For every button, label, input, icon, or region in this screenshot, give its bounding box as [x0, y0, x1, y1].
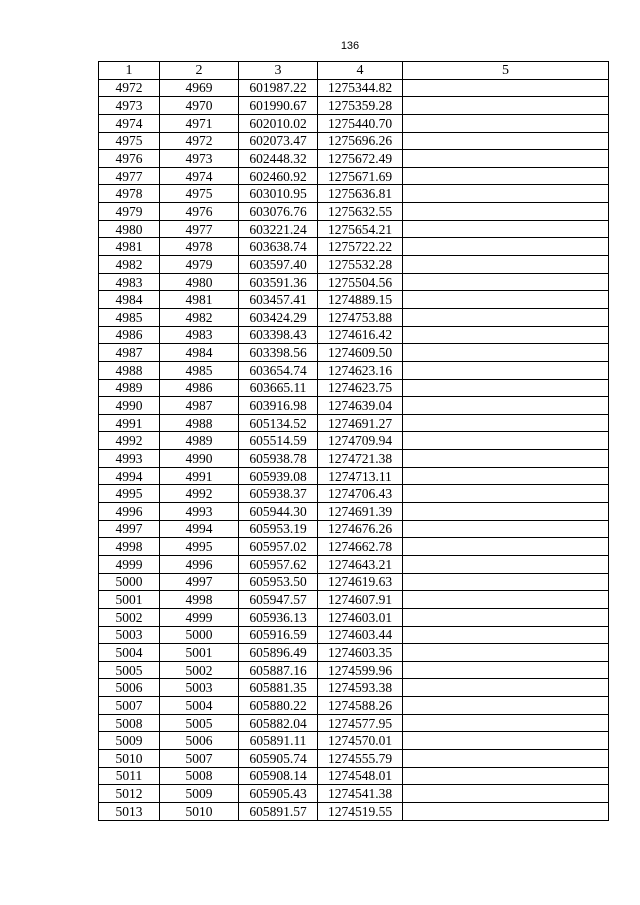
- table-row: [99, 785, 609, 803]
- table-row: [99, 79, 609, 97]
- table-row: [99, 397, 609, 415]
- table-cell: 1274616.42: [318, 326, 403, 344]
- table-cell: 1275504.56: [318, 273, 403, 291]
- table-row: [99, 573, 609, 591]
- table-cell: 603916.98: [239, 397, 318, 415]
- table-cell: 1274676.26: [318, 520, 403, 538]
- table-cell: 1275696.26: [318, 132, 403, 150]
- table-cell: 605953.50: [239, 573, 318, 591]
- table-cell: 4970: [160, 97, 239, 115]
- table-cell: 5010: [160, 802, 239, 820]
- table-cell: 1274519.55: [318, 802, 403, 820]
- table-cell: 1274713.11: [318, 467, 403, 485]
- table-cell: 4976: [99, 150, 160, 168]
- table-cell: 4990: [160, 450, 239, 468]
- table-cell: 5007: [160, 749, 239, 767]
- table-cell: 5009: [99, 732, 160, 750]
- table-cell: 602460.92: [239, 167, 318, 185]
- table-cell: [403, 379, 609, 397]
- table-cell: 4969: [160, 79, 239, 97]
- table-cell: 603221.24: [239, 220, 318, 238]
- table-cell: [403, 432, 609, 450]
- table-cell: [403, 520, 609, 538]
- table-cell: 4993: [160, 503, 239, 521]
- table-cell: 605957.62: [239, 555, 318, 573]
- table-row: [99, 132, 609, 150]
- table-cell: [403, 256, 609, 274]
- table-cell: 4986: [160, 379, 239, 397]
- table-cell: [403, 555, 609, 573]
- table-cell: [403, 591, 609, 609]
- table-cell: 5012: [99, 785, 160, 803]
- table-cell: 4990: [99, 397, 160, 415]
- table-cell: 4975: [160, 185, 239, 203]
- table-cell: 1274709.94: [318, 432, 403, 450]
- table-cell: [403, 79, 609, 97]
- table-cell: 4972: [160, 132, 239, 150]
- table-cell: [403, 714, 609, 732]
- table-row: [99, 749, 609, 767]
- table-cell: 1275632.55: [318, 203, 403, 221]
- table-row: [99, 714, 609, 732]
- table-cell: [403, 291, 609, 309]
- table-cell: 4992: [99, 432, 160, 450]
- table-cell: 4996: [160, 555, 239, 573]
- table-cell: 1274691.27: [318, 414, 403, 432]
- table-row: [99, 220, 609, 238]
- table-cell: 4981: [99, 238, 160, 256]
- table-cell: [403, 697, 609, 715]
- table-cell: 4977: [99, 167, 160, 185]
- table-cell: 5008: [160, 767, 239, 785]
- table-cell: 5011: [99, 767, 160, 785]
- table-cell: [403, 538, 609, 556]
- table-cell: [403, 644, 609, 662]
- table-cell: [403, 573, 609, 591]
- table-cell: 605916.59: [239, 626, 318, 644]
- table-cell: 1275636.81: [318, 185, 403, 203]
- table-cell: 605881.35: [239, 679, 318, 697]
- table-cell: 4973: [99, 97, 160, 115]
- table-cell: 4978: [160, 238, 239, 256]
- table-row: [99, 167, 609, 185]
- table-cell: [403, 785, 609, 803]
- table-row: [99, 626, 609, 644]
- table-cell: 4972: [99, 79, 160, 97]
- table-cell: 5006: [160, 732, 239, 750]
- table-cell: [403, 326, 609, 344]
- table-cell: 5000: [160, 626, 239, 644]
- table-cell: 1275654.21: [318, 220, 403, 238]
- table-cell: 1274889.15: [318, 291, 403, 309]
- table-cell: 4997: [99, 520, 160, 538]
- table-row: [99, 644, 609, 662]
- table-cell: 5007: [99, 697, 160, 715]
- table-cell: 4983: [99, 273, 160, 291]
- table-cell: 605953.19: [239, 520, 318, 538]
- table-cell: 602448.32: [239, 150, 318, 168]
- table-cell: 1275440.70: [318, 114, 403, 132]
- table-cell: 601987.22: [239, 79, 318, 97]
- table-cell: 605882.04: [239, 714, 318, 732]
- table-row: [99, 555, 609, 573]
- coordinates-table: [98, 61, 609, 821]
- table-cell: 5010: [99, 749, 160, 767]
- table-cell: 1274662.78: [318, 538, 403, 556]
- table-cell: 1274603.44: [318, 626, 403, 644]
- table-cell: [403, 626, 609, 644]
- table-cell: 4999: [99, 555, 160, 573]
- table-cell: 605891.11: [239, 732, 318, 750]
- table-row: [99, 379, 609, 397]
- table-row: [99, 273, 609, 291]
- table-cell: 4997: [160, 573, 239, 591]
- table-cell: 4982: [99, 256, 160, 274]
- table-cell: [403, 397, 609, 415]
- table-cell: 603457.41: [239, 291, 318, 309]
- table-cell: 4991: [99, 414, 160, 432]
- table-cell: [403, 679, 609, 697]
- table-cell: 4978: [99, 185, 160, 203]
- table-cell: [403, 661, 609, 679]
- table-row: [99, 591, 609, 609]
- table-row: [99, 450, 609, 468]
- table-cell: 1274577.95: [318, 714, 403, 732]
- table-cell: 4994: [99, 467, 160, 485]
- table-cell: 4983: [160, 326, 239, 344]
- table-cell: 605947.57: [239, 591, 318, 609]
- table-cell: 1274599.96: [318, 661, 403, 679]
- table-row: [99, 203, 609, 221]
- table-cell: [403, 450, 609, 468]
- table-cell: 603010.95: [239, 185, 318, 203]
- table-cell: 605514.59: [239, 432, 318, 450]
- table-row: [99, 467, 609, 485]
- table-cell: 4989: [160, 432, 239, 450]
- table-cell: 5006: [99, 679, 160, 697]
- table-cell: 1274609.50: [318, 344, 403, 362]
- table-cell: 1274555.79: [318, 749, 403, 767]
- table-cell: [403, 273, 609, 291]
- column-header: 1: [99, 62, 160, 80]
- table-row: [99, 326, 609, 344]
- table-cell: 603638.74: [239, 238, 318, 256]
- table-cell: 5013: [99, 802, 160, 820]
- table-cell: [403, 467, 609, 485]
- table-row: [99, 485, 609, 503]
- table-cell: [403, 802, 609, 820]
- column-header: 2: [160, 62, 239, 80]
- table-cell: 605134.52: [239, 414, 318, 432]
- table-cell: 4987: [99, 344, 160, 362]
- table-cell: 1274643.21: [318, 555, 403, 573]
- table-row: [99, 150, 609, 168]
- table-cell: 1275672.49: [318, 150, 403, 168]
- table-cell: [403, 185, 609, 203]
- table-cell: 5009: [160, 785, 239, 803]
- table-cell: [403, 220, 609, 238]
- table-row: [99, 344, 609, 362]
- table-cell: 1275532.28: [318, 256, 403, 274]
- table-cell: 4994: [160, 520, 239, 538]
- table-row: [99, 97, 609, 115]
- table-cell: [403, 732, 609, 750]
- table-cell: 4973: [160, 150, 239, 168]
- table-cell: 4985: [99, 308, 160, 326]
- table-cell: 603076.76: [239, 203, 318, 221]
- table-cell: 5004: [160, 697, 239, 715]
- table-cell: 4988: [99, 361, 160, 379]
- table-cell: 4998: [99, 538, 160, 556]
- table-cell: 4984: [99, 291, 160, 309]
- table-cell: 605957.02: [239, 538, 318, 556]
- table-cell: 4976: [160, 203, 239, 221]
- table-cell: 1274623.75: [318, 379, 403, 397]
- table-cell: 603398.43: [239, 326, 318, 344]
- table-cell: 1274603.01: [318, 608, 403, 626]
- table-row: [99, 308, 609, 326]
- table-cell: 1274603.35: [318, 644, 403, 662]
- table-cell: 4975: [99, 132, 160, 150]
- table-row: [99, 503, 609, 521]
- table-cell: 5002: [160, 661, 239, 679]
- table-cell: 4992: [160, 485, 239, 503]
- table-cell: [403, 132, 609, 150]
- table-cell: 5001: [99, 591, 160, 609]
- page-number: 136: [340, 40, 360, 52]
- table-row: [99, 679, 609, 697]
- table-cell: 601990.67: [239, 97, 318, 115]
- table-cell: 605944.30: [239, 503, 318, 521]
- table-cell: 605938.78: [239, 450, 318, 468]
- table-cell: 4993: [99, 450, 160, 468]
- table-cell: 605905.43: [239, 785, 318, 803]
- table-cell: 5002: [99, 608, 160, 626]
- table-cell: 4991: [160, 467, 239, 485]
- table-cell: [403, 503, 609, 521]
- table-row: [99, 414, 609, 432]
- table-cell: 4986: [99, 326, 160, 344]
- table-cell: 1274721.38: [318, 450, 403, 468]
- table-cell: 1275671.69: [318, 167, 403, 185]
- table-row: [99, 608, 609, 626]
- table-cell: 1274570.01: [318, 732, 403, 750]
- table-row: [99, 767, 609, 785]
- table-cell: 605891.57: [239, 802, 318, 820]
- table-cell: 1274639.04: [318, 397, 403, 415]
- table-row: [99, 697, 609, 715]
- table-cell: 1274541.38: [318, 785, 403, 803]
- table-cell: 605905.74: [239, 749, 318, 767]
- table-cell: 5003: [160, 679, 239, 697]
- table-cell: 1274593.38: [318, 679, 403, 697]
- table-cell: 4982: [160, 308, 239, 326]
- table-cell: 1274619.63: [318, 573, 403, 591]
- table-row: [99, 538, 609, 556]
- table-cell: 4979: [160, 256, 239, 274]
- table-cell: [403, 361, 609, 379]
- table-row: [99, 732, 609, 750]
- table-cell: 5005: [99, 661, 160, 679]
- table-cell: [403, 114, 609, 132]
- table-cell: 1275344.82: [318, 79, 403, 97]
- table-cell: 4971: [160, 114, 239, 132]
- table-cell: 4984: [160, 344, 239, 362]
- table-cell: 1274706.43: [318, 485, 403, 503]
- table-cell: 605939.08: [239, 467, 318, 485]
- table-cell: 603654.74: [239, 361, 318, 379]
- table-cell: [403, 749, 609, 767]
- table-row: [99, 432, 609, 450]
- table-row: [99, 361, 609, 379]
- table-cell: 1274753.88: [318, 308, 403, 326]
- table-cell: 603424.29: [239, 308, 318, 326]
- table-cell: 4980: [99, 220, 160, 238]
- table-row: [99, 185, 609, 203]
- table-cell: [403, 485, 609, 503]
- table-cell: 4979: [99, 203, 160, 221]
- table-cell: 605936.13: [239, 608, 318, 626]
- table-cell: 4998: [160, 591, 239, 609]
- table-cell: 4999: [160, 608, 239, 626]
- table-cell: 602010.02: [239, 114, 318, 132]
- table-row: [99, 291, 609, 309]
- table-cell: 4996: [99, 503, 160, 521]
- table-row: [99, 661, 609, 679]
- column-header: 5: [403, 62, 609, 80]
- table-cell: [403, 238, 609, 256]
- table-cell: 4988: [160, 414, 239, 432]
- table-cell: 603665.11: [239, 379, 318, 397]
- table-cell: 603597.40: [239, 256, 318, 274]
- table-cell: 1275722.22: [318, 238, 403, 256]
- table-cell: 5004: [99, 644, 160, 662]
- table-cell: 5008: [99, 714, 160, 732]
- table-cell: [403, 203, 609, 221]
- table-cell: 605908.14: [239, 767, 318, 785]
- table-cell: 4985: [160, 361, 239, 379]
- table-cell: 4980: [160, 273, 239, 291]
- table-cell: [403, 767, 609, 785]
- table-row: [99, 802, 609, 820]
- table-cell: [403, 608, 609, 626]
- table-cell: 5001: [160, 644, 239, 662]
- table-cell: 5000: [99, 573, 160, 591]
- table-cell: [403, 344, 609, 362]
- table-cell: 4977: [160, 220, 239, 238]
- table-cell: 605880.22: [239, 697, 318, 715]
- table-cell: 4995: [99, 485, 160, 503]
- table-body: [99, 79, 609, 820]
- table-cell: [403, 167, 609, 185]
- table-cell: 1274623.16: [318, 361, 403, 379]
- table-cell: 605887.16: [239, 661, 318, 679]
- table-cell: 4974: [160, 167, 239, 185]
- table-cell: [403, 150, 609, 168]
- table-cell: 4981: [160, 291, 239, 309]
- table-cell: 1274548.01: [318, 767, 403, 785]
- table-cell: [403, 97, 609, 115]
- table-cell: 1274588.26: [318, 697, 403, 715]
- table-cell: 603398.56: [239, 344, 318, 362]
- header-row: [99, 62, 609, 80]
- table-row: [99, 114, 609, 132]
- table-cell: [403, 414, 609, 432]
- table-cell: 4995: [160, 538, 239, 556]
- table-cell: 605938.37: [239, 485, 318, 503]
- column-header: 3: [239, 62, 318, 80]
- table-cell: [403, 308, 609, 326]
- table-cell: 1274607.91: [318, 591, 403, 609]
- table-cell: 5005: [160, 714, 239, 732]
- table-cell: 603591.36: [239, 273, 318, 291]
- table-cell: 1274691.39: [318, 503, 403, 521]
- table-row: [99, 256, 609, 274]
- table-row: [99, 238, 609, 256]
- table-cell: 605896.49: [239, 644, 318, 662]
- table-row: [99, 520, 609, 538]
- table-cell: 5003: [99, 626, 160, 644]
- table-cell: 4989: [99, 379, 160, 397]
- table-cell: 4987: [160, 397, 239, 415]
- table-cell: 1275359.28: [318, 97, 403, 115]
- column-header: 4: [318, 62, 403, 80]
- table-cell: 602073.47: [239, 132, 318, 150]
- table-cell: 4974: [99, 114, 160, 132]
